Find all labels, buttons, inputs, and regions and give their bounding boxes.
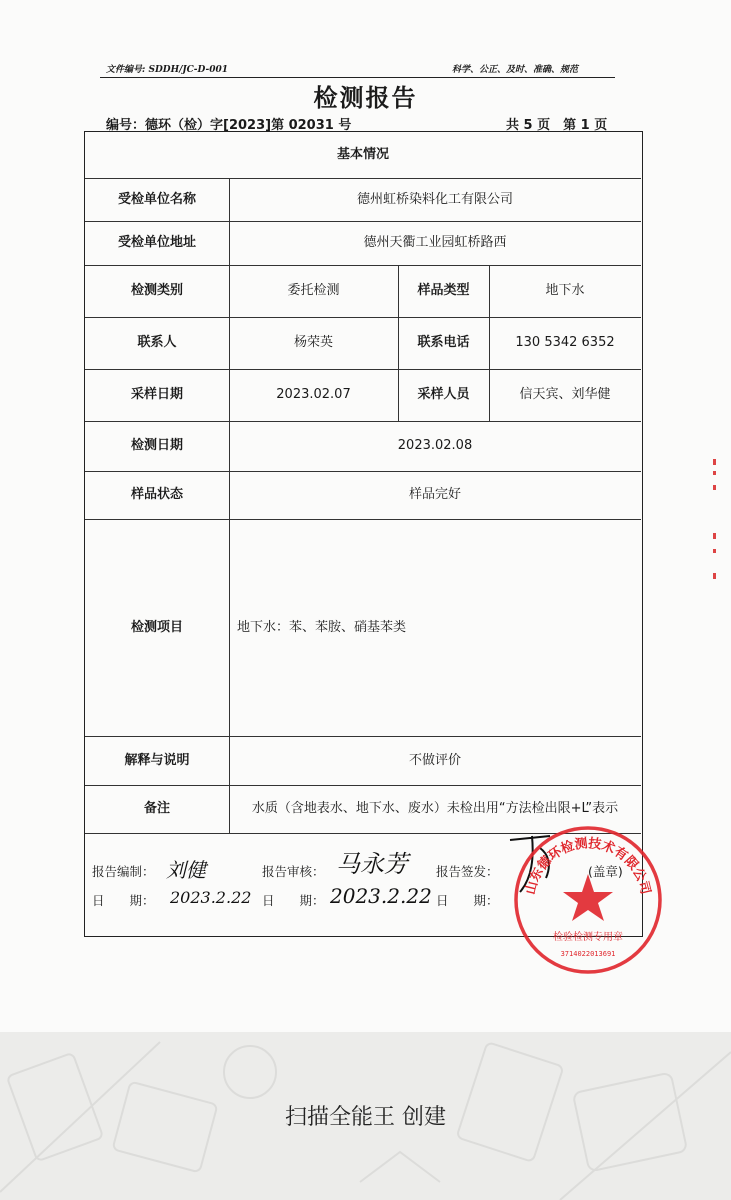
date-label-3: 日 期：	[436, 893, 499, 908]
client-address-label: 受检单位地址	[117, 235, 196, 250]
contact: 杨荣英	[293, 335, 333, 350]
page-count: 共 5 页 第 1 页	[506, 118, 608, 133]
sample-type-label: 样品类型	[417, 283, 470, 298]
seal-note: (盖章)	[588, 864, 623, 879]
test-date-label: 检测日期	[130, 438, 183, 453]
file-number: 文件编号: SDDH/JC-D-001	[106, 65, 229, 75]
motto: 科学、公正、及时、准确、规范	[452, 65, 579, 75]
remark: 水质（含地表水、地下水、废水）未检出用“方法检出限+L”表示	[251, 801, 619, 816]
svg-text:检验检测专用章: 检验检测专用章	[553, 932, 623, 943]
footer-brand: 扫描全能王 创建	[285, 1105, 446, 1130]
compile-signature: 刘健	[166, 858, 206, 882]
info-table	[84, 131, 643, 937]
date-2: 2023.2.22	[330, 884, 432, 908]
test-type: 委托检测	[287, 283, 340, 298]
contact-label: 联系人	[137, 335, 177, 350]
sample-state-label: 样品状态	[130, 487, 183, 502]
bleed-marks	[710, 455, 720, 595]
phone: 130 5342 6352	[515, 335, 615, 350]
svg-text:山东德环检测技术有限公司: 山东德环检测技术有限公司	[523, 836, 653, 897]
compile-label: 报告编制：	[92, 864, 155, 879]
svg-text:3714022013691: 3714022013691	[560, 950, 616, 958]
section-title: 基本情况	[336, 147, 389, 162]
issue-label: 报告签发：	[436, 864, 499, 879]
client-name-label: 受检单位名称	[117, 191, 196, 207]
review-signature: 马永芳	[336, 850, 408, 878]
explain: 不做评价	[408, 752, 461, 768]
test-date: 2023.02.08	[397, 438, 473, 453]
report-number: 编号：德环（检）字[2023]第 02031 号	[106, 118, 352, 133]
report-title: 检测报告	[313, 84, 418, 112]
test-items: 地下水：苯、苯胺、硝基苯类	[237, 619, 407, 635]
sample-date: 2023.02.07	[276, 387, 351, 402]
sample-state: 样品完好	[408, 487, 461, 502]
sample-date-label: 采样日期	[130, 387, 183, 402]
official-seal	[510, 822, 666, 978]
remark-label: 备注	[143, 801, 170, 816]
sample-type: 地下水	[545, 283, 585, 298]
date-1: 2023.2.22	[170, 888, 252, 907]
review-label: 报告审核：	[262, 864, 325, 879]
sampler-label: 采样人员	[417, 387, 470, 402]
phone-label: 联系电话	[417, 335, 470, 350]
test-items-label: 检测项目	[130, 619, 183, 635]
date-label-2: 日 期：	[262, 893, 325, 908]
test-type-label: 检测类别	[130, 283, 183, 298]
client-address: 德州天衢工业园虹桥路西	[363, 235, 507, 250]
explain-label: 解释与说明	[124, 752, 190, 768]
date-label-1: 日 期：	[92, 893, 155, 908]
sampler: 信天宾、刘华健	[519, 387, 611, 402]
client-name: 德州虹桥染料化工有限公司	[356, 191, 513, 207]
